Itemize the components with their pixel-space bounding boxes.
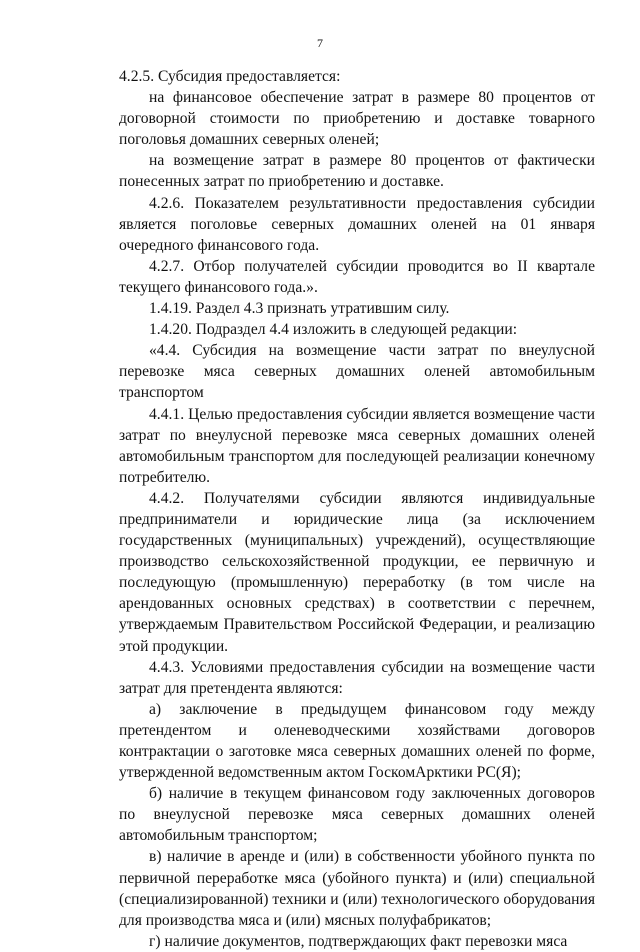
page-number: 7 [317, 36, 323, 50]
paragraph-financing: на финансовое обеспечение затрат в размере 80 процентов от договорной стоимости по приобретению и доставке товарного поголовья домашних северных оленей; [119, 89, 595, 149]
paragraph-item-v: в) наличие в аренде и (или) в собственности убойного пункта по первичной переработке мяса (убойного пункта) и (или) специальной (специализированной) техники и (или) технологического оборудования для производства мяса и (или) мясных полуфабрикатов; [119, 848, 595, 929]
paragraph-reimbursement: на возмещение затрат в размере 80 процентов от фактически понесенных затрат по приобретению и доставке. [119, 152, 595, 191]
paragraph-4-4-1: 4.4.1. Целью предоставления субсидии является возмещение части затрат по внеулусной перевозке мяса северных домашних оленей автомобильным транспортом для последующей реализации конечному потребителю. [119, 405, 595, 486]
paragraph-4-2-7: 4.2.7. Отбор получателей субсидии проводится во II квартале текущего финансового года.». [119, 257, 595, 296]
paragraph-4-2-5: 4.2.5. Субсидия предоставляется: [119, 68, 341, 85]
paragraph-item-a: а) заключение в предыдущем финансовом году между претендентом и оленеводческими хозяйствами договоров контрактации о заготовке мяса северных домашних оленей по форме, утвержденной ведомственным актом ГоскомАрктики РС(Я); [119, 700, 595, 782]
paragraph-4-4-2: 4.4.2. Получателями субсидии являются индивидуальные предприниматели и юридические лица (за исключением государственных (муниципальных) учреждений), осуществляющие производство сельскохозяйственной продукции, ее первичную и последующую (промышленную) переработку (в том числе на арендованных основных средствах) в соответствии с перечнем, утверждаемым Правительством Российской Федерации, и реализацию этой продукции. [119, 489, 595, 655]
paragraph-1-4-20: 1.4.20. Подраздел 4.4 изложить в следующей редакции: [149, 321, 518, 339]
paragraph-4-4-3: 4.4.3. Условиями предоставления субсидии на возмещение части затрат для претендента являются: [119, 658, 595, 697]
paragraph-item-b: б) наличие в текущем финансовом году заключенных договоров по внеулусной перевозке мяса северных домашних оленей автомобильным транспортом; [119, 785, 595, 845]
paragraph-item-g: г) наличие документов, подтверждающих факт перевозки мяса [149, 932, 568, 950]
paragraph-1-4-19: 1.4.19. Раздел 4.3 признать утратившим силу. [149, 300, 450, 318]
paragraph-4-4-heading: «4.4. Субсидия на возмещение части затрат по внеулусной перевозке мяса северных домашних оленей автомобильным транспортом [119, 342, 595, 402]
document-body [119, 66, 595, 952]
paragraph-4-2-6: 4.2.6. Показателем результативности предоставления субсидии является поголовье северных домашних оленей на 01 января очередного финансового года. [119, 194, 595, 254]
